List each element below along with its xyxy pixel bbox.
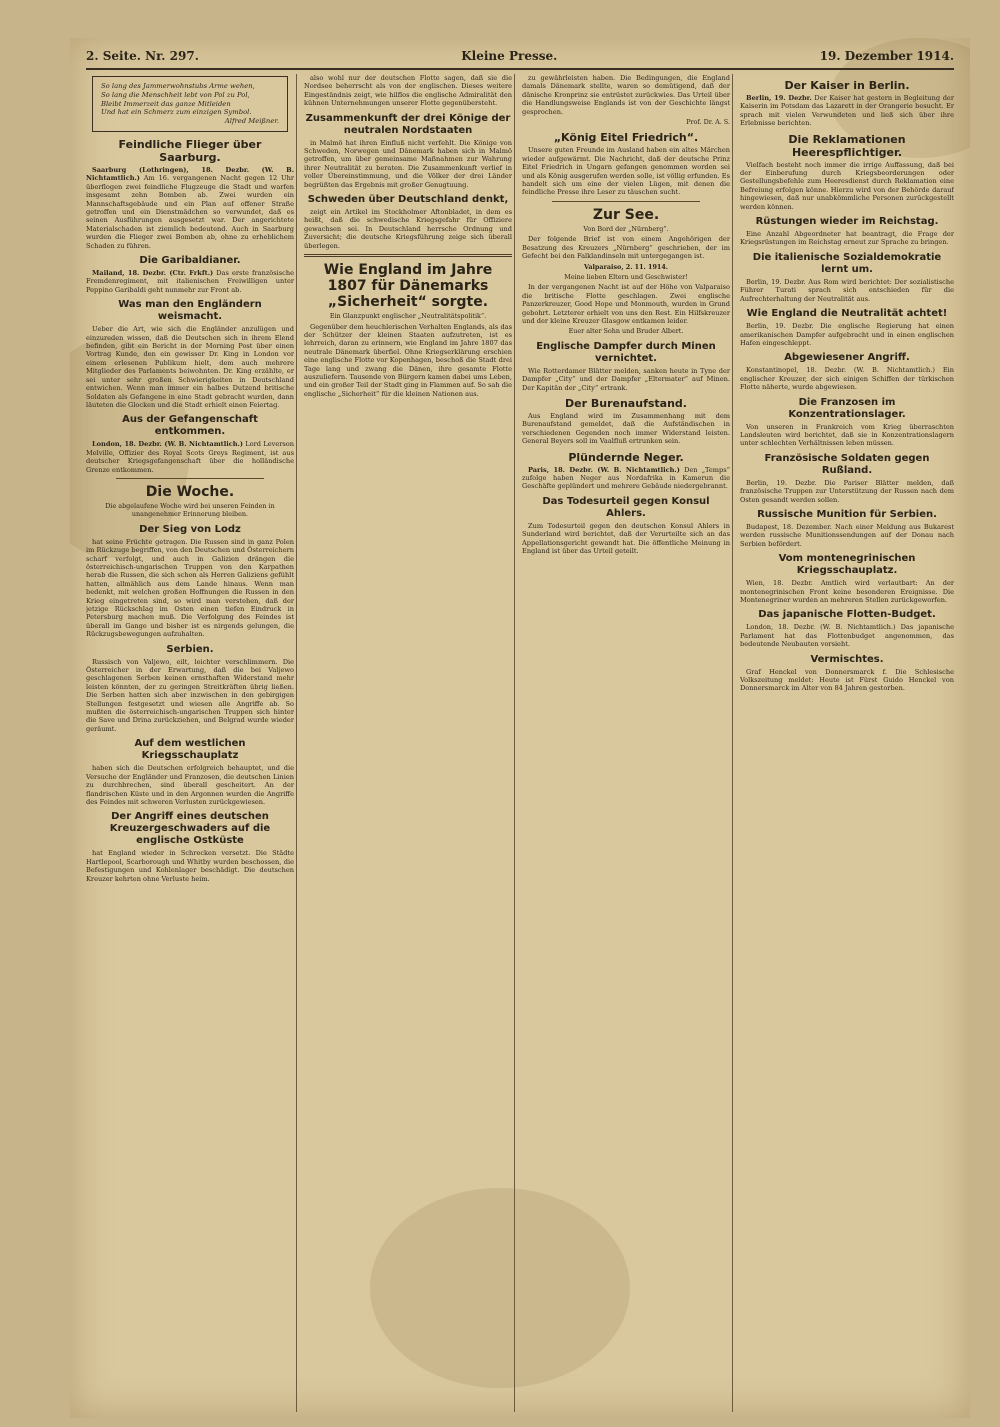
poem-line: So lang des Jammerwohnstubs Arme wehen, [101,82,255,90]
poem-author: Alfred Meißner. [224,117,279,126]
headline: Die Franzosen im Konzentrationslager. [788,396,906,420]
article-text: Von unseren in Frankreich vom Krieg überraschten Landsleuten wird berichtet, daß sie in Konzentrationslagern unter schlechten Verhältnissen leben müssen. [740,422,954,448]
newspaper-title: Kleine Presse. [461,49,558,63]
headline: Die Reklamationen Heerespflichtiger. [788,132,906,159]
article-text: also wohl nur der deutschen Flotte sagen, daß sie die Nordsee beherrscht als von der englischen. Dieses weitere Eingeständnis zeigt, wie hilflos die englische Admiralität den kühnen Unternehmungen unserer Flotte gegenübersteht. [304,74,512,108]
page-number: 2. Seite. Nr. 297. [86,49,199,63]
article-text: zeigt ein Artikel im Stockholmer Aftonbladet, in dem es heißt, daß die schwedische Kriegsgefahr für Offiziere gewachsen sei. In Deutschland herrsche Ordnung und Zuversicht; die deutsche Kriegsführung zeige sich überall überlegen. [304,208,512,250]
headline: Französische Soldaten gegen Rußland. [764,452,930,476]
headline: Plündernde Neger. [568,450,684,464]
headline: Die Woche. [145,483,235,500]
dateline: Berlin, 19. Dezbr. [746,94,812,102]
article-text: Eine Anzahl Abgeordneter hat beantragt, die Frage der Kriegsrüstungen im Reichstag erneut zur Sprache zu bringen. [740,230,954,247]
header-rule [86,68,954,70]
article-text: Berlin, 19. Dezbr. Die englische Regierung hat einen amerikanischen Dampfer aufgebracht und in einen englischen Hafen eingeschleppt. [740,322,954,347]
article-text: Vielfach besteht noch immer die irrige Auffassung, daß bei der Einberufung durch Kriegsbeorderungen oder Gestellungsbefehle zum Heeresdienst durch Reklamation eine Befreiung erfolgen könne. Hierzu wird von der Behörde darauf hingewiesen, daß nur unabkömmliche Personen zurückgestellt werden können. [740,160,954,211]
article-text: Zum Todesurteil gegen den deutschen Konsul Ahlers in Sunderland wird berichtet, daß der Verurteilte sich an das Appellationsgericht gewandt hat. Die öffentliche Meinung in England ist über das Urteil geteilt. [522,521,730,556]
headline: Die Garibaldianer. [139,255,241,267]
divider [116,478,264,479]
salutation: Meine lieben Eltern und Geschwister! [564,272,688,281]
article-text: Ueber die Art, wie sich die Engländer anzulügen und einzureden wissen, daß die Deutschen sich in ihrem Elend befinden, gibt ein Bericht in der Morning Post über einen Vortrag Kunde, den ein gewisser Dr. King in London vor einem erlesenen Publikum hielt, dem auch mehrere Mitglieder des Parlaments beiwohnten. Dr. King erzählte, er sei unter sehr großen Schwierigkeiten in Deutschland entwichen. Wenn man immer ein halbes Dutzend britische Soldaten als Gefangene in eine Stadt gebracht wurden, dann läuteten die Glocken und die Stadt erhielt einen Feiertag. [86,325,294,409]
column-3 [522,74,730,1412]
headline: Der Burenaufstand. [565,396,687,410]
headline: Schweden über Deutschland denkt, [307,194,509,206]
divider [304,254,512,257]
headline: „König Eitel Friedrich“. [553,131,699,145]
signature: Euer alter Sohn und Bruder Albert. [568,327,684,336]
dateline: Valparaiso, 2. 11. 1914. [583,262,669,271]
headline: Vom montenegrinischen Kriegsschauplatz. [778,553,916,577]
article-text: hat England wieder in Schrecken versetzt. Die Städte Hartlepool, Scarborough und Whitby wurden beschossen, die Befestigungen und Kohlenlager beschädigt. Die deutschen Kreuzer kehrten ohne Verluste heim. [86,849,294,883]
article-text: Am 16. vergangenen Nacht gegen 12 Uhr überflogen zwei feindliche Flugzeuge die Stadt und warfen insgesamt zehn Bomben ab. Zwei wurden ein Mannschaftsgebäude und ein Plan auf offener Straße getroffen und ein Dienstmädchen so verwundet, daß es seinen Ausführungen ausgesetzt war. Der angerichtete Materialschaden ist ziemlich bedeutend. Auch in Saarburg wurden die Flieger zwei Bomben ab, ohne zu erheblichem Schaden zu führen. [86,174,294,250]
article-text: hat seine Früchte getragen. Die Russen sind in ganz Polen im Rückzuge begriffen, von den Deutschen und Österreichern scharf verfolgt, und auch in Galizien drängen die österreichisch-ungarischen Truppen von den Karpathen herab die Russen, die sich schon als Herren Galiziens gefühlt hatten, allmählich aus dem Lande hinaus. Wenn man bedenkt, mit welchen großen Hoffnungen die Russen in den Krieg eingetreten sind, so wird man verstehen, daß der jetzige Rückschlag im Osten einen tiefen Eindruck in Petersburg machen muß. Die Verfolgung des Feindes ist überall im Gange und bisher ist es nirgends gelungen, die Rückzugsbewegungen aufzuhalten. [86,537,294,639]
subheadline: Von Bord der „Nürnberg“. [583,224,669,233]
article-text: Das erste französische Fremdenregiment, mit italienischen Freiwilligen unter Peppino Garibaldi geht nunmehr zur Front ab. [86,269,294,294]
article-text: London, 18. Dezbr. (W. B. Nichtamtlich.) Das japanische Parlament hat das Flottenbudget angenommen, das bedeutende Neubauten vorsieht. [740,623,954,649]
divider [552,201,700,202]
subheadline: Die abgelaufene Woche wird bei unseren Feinden in unangenehmer Erinnerung bleiben. [105,501,275,519]
article-text: Aus England wird im Zusammenhang mit dem Burenaufstand gemeldet, daß die Aufständischen in verschiedenen Gegenden noch immer Widerstand leisten. General Beyers soll im Vaalfluß ertrunken sein. [522,411,730,446]
article-text: Berlin, 19. Dezbr. Die Pariser Blätter melden, daß französische Truppen zur Unterstützung der Russen nach dem Osten gesandt werden sollen. [740,478,954,504]
headline: Auf dem westlichen Kriegsschauplatz [134,738,246,762]
article-text: Graf Henckel von Donnersmarck f. Die Schlesische Volkszeitung meldet: Heute ist Fürst Guido Henckel von Donnersmarck im Alter von 84 Jahren gestorben. [740,667,954,693]
headline: Englische Dampfer durch Minen vernichtet. [536,340,716,364]
headline: Wie England im Jahre 1807 für Dänemarks „Sicherheit“ sorgte. [323,262,493,311]
article-text: Lord Leverson Melville, Offizier des Royal Scots Greys Regiment, ist aus deutscher Kriegsgefangenschaft über die holländische Grenze entkommen. [86,440,294,474]
signature: Prof. Dr. A. S. [686,118,730,127]
column-divider [732,74,733,1412]
headline: Der Angriff eines deutschen Kreuzergeschwaders auf die englische Ostküste [109,811,271,847]
poem-line: Bleibt Immerzeit das ganze Mitleiden [101,99,231,108]
issue-date: 19. Dezember 1914. [819,49,954,63]
headline: Zur See. [592,206,660,223]
article-text: Budapest, 18. Dezember. Nach einer Meldung aus Bukarest werden russische Munitionssendungen auf der Donau nach Serbien befördert. [740,522,954,548]
dateline: Saarburg (Lothringen), 18. Dezbr. (W. B. Nichtamtlich.) [86,165,294,183]
dateline: Mailand, 18. Dezbr. (Ctr. Frkft.) [92,269,214,278]
article-text: Der folgende Brief ist von einem Angehörigen der Besatzung des Kreuzers „Nürnberg“ geschrieben, der im Gefecht bei den Falklandinseln mit untergegangen ist. [522,235,730,261]
headline: Zusammenkunft der drei Könige der neutralen Nordstaaten [305,112,511,136]
article-text: Konstantinopel, 18. Dezbr. (W. B. Nichtamtlich.) Ein englischer Kreuzer, der sich einigen Schiffen der türkischen Flotte näherte, wurde abgewiesen. [740,366,954,392]
article-text: In der vergangenen Nacht ist auf der Höhe von Valparaiso die britische Flotte geschlagen. Zwei englische Panzerkreuzer, Good Hope und Monmouth, wurden in Grund gebohrt. Letzterer erhielt von uns den Rest. Ein Hilfskreuzer und der kleine Kreuzer Glasgow entkamen leider. [522,283,730,325]
subheadline: Ein Glanzpunkt englischer „Neutralitätspolitik“. [329,312,487,321]
headline: Die italienische Sozialdemokratie lernt um. [752,251,942,275]
headline: Wie England die Neutralität achtet! [746,308,948,320]
article-text: Wie Rotterdamer Blätter melden, sanken heute in Tyne der Dampfer „City“ und der Dampfer „Eltermater“ auf Minen. Der Kapitän der „City“ ertrank. [522,366,730,392]
headline: Vermischtes. [810,653,884,665]
column-2 [304,74,512,1412]
article-text: Der Kaiser hat gestern in Begleitung der Kaiserin im Potsdam das Lazarett in der Orangerie besucht. Er sprach mit vielen Verwundeten und ließ sich über ihre Erlebnisse berichten. [740,94,954,128]
article-text: Russisch von Valjewo, eilt, leichter verschlimmern. Die Österreicher in der Erwartung, daß die bei Valjewo geschlagenen Serben keinen ernsthaften Widerstand mehr leisten könnten, der zu geringen Streitkräften übrig ließen. Die Serben hatten sich aber inzwischen in den gebirgigen Stellungen festgesetzt und wiesen alle Angriffe ab. So mußten die österreichisch-ungarischen Truppen sich hinter die Save und Drina zurückziehen, und Belgrad wurde wieder geräumt. [86,657,294,733]
column-4 [740,74,954,1412]
headline: Aus der Gefangenschaft entkommen. [122,414,258,438]
poem-line: So lang die Menschheit lebt von Pol zu Pol, [101,90,250,99]
headline: Serbien. [166,643,214,655]
article-text: zu gewährleisten haben. Die Bedingungen, die England damals Dänemark stellte, waren so demütigend, daß der dänische Kronprinz sie entrüstet zurückwies. Das Urteil über die Handlungsweise Englands ist von der Geschichte längst gesprochen. [522,74,730,116]
headline: Was man den Engländern weismacht. [118,299,262,323]
article-text: in Malmö hat ihren Einfluß nicht verfehlt. Die Könige von Schweden, Norwegen und Dänemark haben sich in Malmö getroffen, um über gemeinsame Maßnahmen zur Wahrung ihrer Neutralität zu beraten. Die Zusammenkunft verlief in voller Übereinstimmung, und die Völker der drei Länder begrüßten das Ergebnis mit großer Genugtuung. [304,138,512,189]
headline: Der Sieg von Lodz [139,523,241,535]
article-text: Unsere guten Freunde im Ausland haben ein altes Märchen wieder aufgewärmt. Die Nachricht, daß der deutsche Prinz Eitel Friedrich in Ungarn gefangen genommen worden sei und als König ausgerufen werden solle, ist völlig erfunden. Es handelt sich um eine der vielen Lügen, mit denen die feindliche Presse ihre Leser zu täuschen sucht. [522,146,730,197]
page-header [86,46,954,66]
headline: Der Kaiser in Berlin. [784,79,910,92]
newspaper-page [70,38,970,1418]
column-1 [86,74,294,1412]
poem-box [92,76,288,132]
article-text: Den „Temps“ zufolge haben Neger aus Nordafrika in Kamerun die Geschäfte geplündert und mehrere Gebäude niedergebrannt. [522,465,730,491]
dateline: London, 18. Dezbr. (W. B. Nichtamtlich.) [92,440,243,449]
article-text: Wien, 18. Dezbr. Amtlich wird verlautbart: An der montenegrinischen Front keine besonderen Ereignisse. Die Montenegriner wurden an mehreren Stellen zurückgeworfen. [740,579,954,604]
article-text: Gegenüber dem heuchlerischen Verhalten Englands, als das der Schützer der kleinen Staaten aufzutreten, ist es lehrreich, daran zu erinnern, wie England im Jahre 1807 das neutrale Dänemark überfiel. Ohne Kriegserklärung erschien eine englische Flotte vor Kopenhagen, beschoß die Stadt drei Tage lang und zwang die Dänen, ihre gesamte Flotte auszuliefern. Tausende von Bürgern kamen dabei ums Leben, und ein großer Teil der Stadt ging in Flammen auf. So sah die englische „Sicherheit“ für die kleinen Nationen aus. [304,322,512,398]
headline: Das japanische Flotten-Budget. [758,609,936,621]
headline: Feindliche Flieger über Saarburg. [118,137,262,164]
column-divider [514,74,515,1412]
dateline: Paris, 18. Dezbr. (W. B. Nichtamtlich.) [528,465,680,474]
headline: Das Todesurteil gegen Konsul Ahlers. [542,495,710,519]
article-text: haben sich die Deutschen erfolgreich behauptet, und die Versuche der Engländer und Franzosen, die deutschen Linien zu durchbrechen, sind überall gescheitert. An der flandrischen Küste und in den Argonnen wurden die Angriffe des Feindes mit schweren Verlusten zurückgewiesen. [86,764,294,806]
headline: Rüstungen wieder im Reichstag. [755,216,939,228]
headline: Russische Munition für Serbien. [757,508,937,520]
article-text: Berlin, 19. Dezbr. Aus Rom wird berichtet: Der sozialistische Führer Turati sprach sich entschieden für die Aufrechterhaltung der Neutralität aus. [740,277,954,303]
poem-line: Und hat ein Schmerz zum einzigen Symbol. [101,108,252,117]
column-divider [296,74,297,1412]
headline: Abgewiesener Angriff. [784,352,910,364]
